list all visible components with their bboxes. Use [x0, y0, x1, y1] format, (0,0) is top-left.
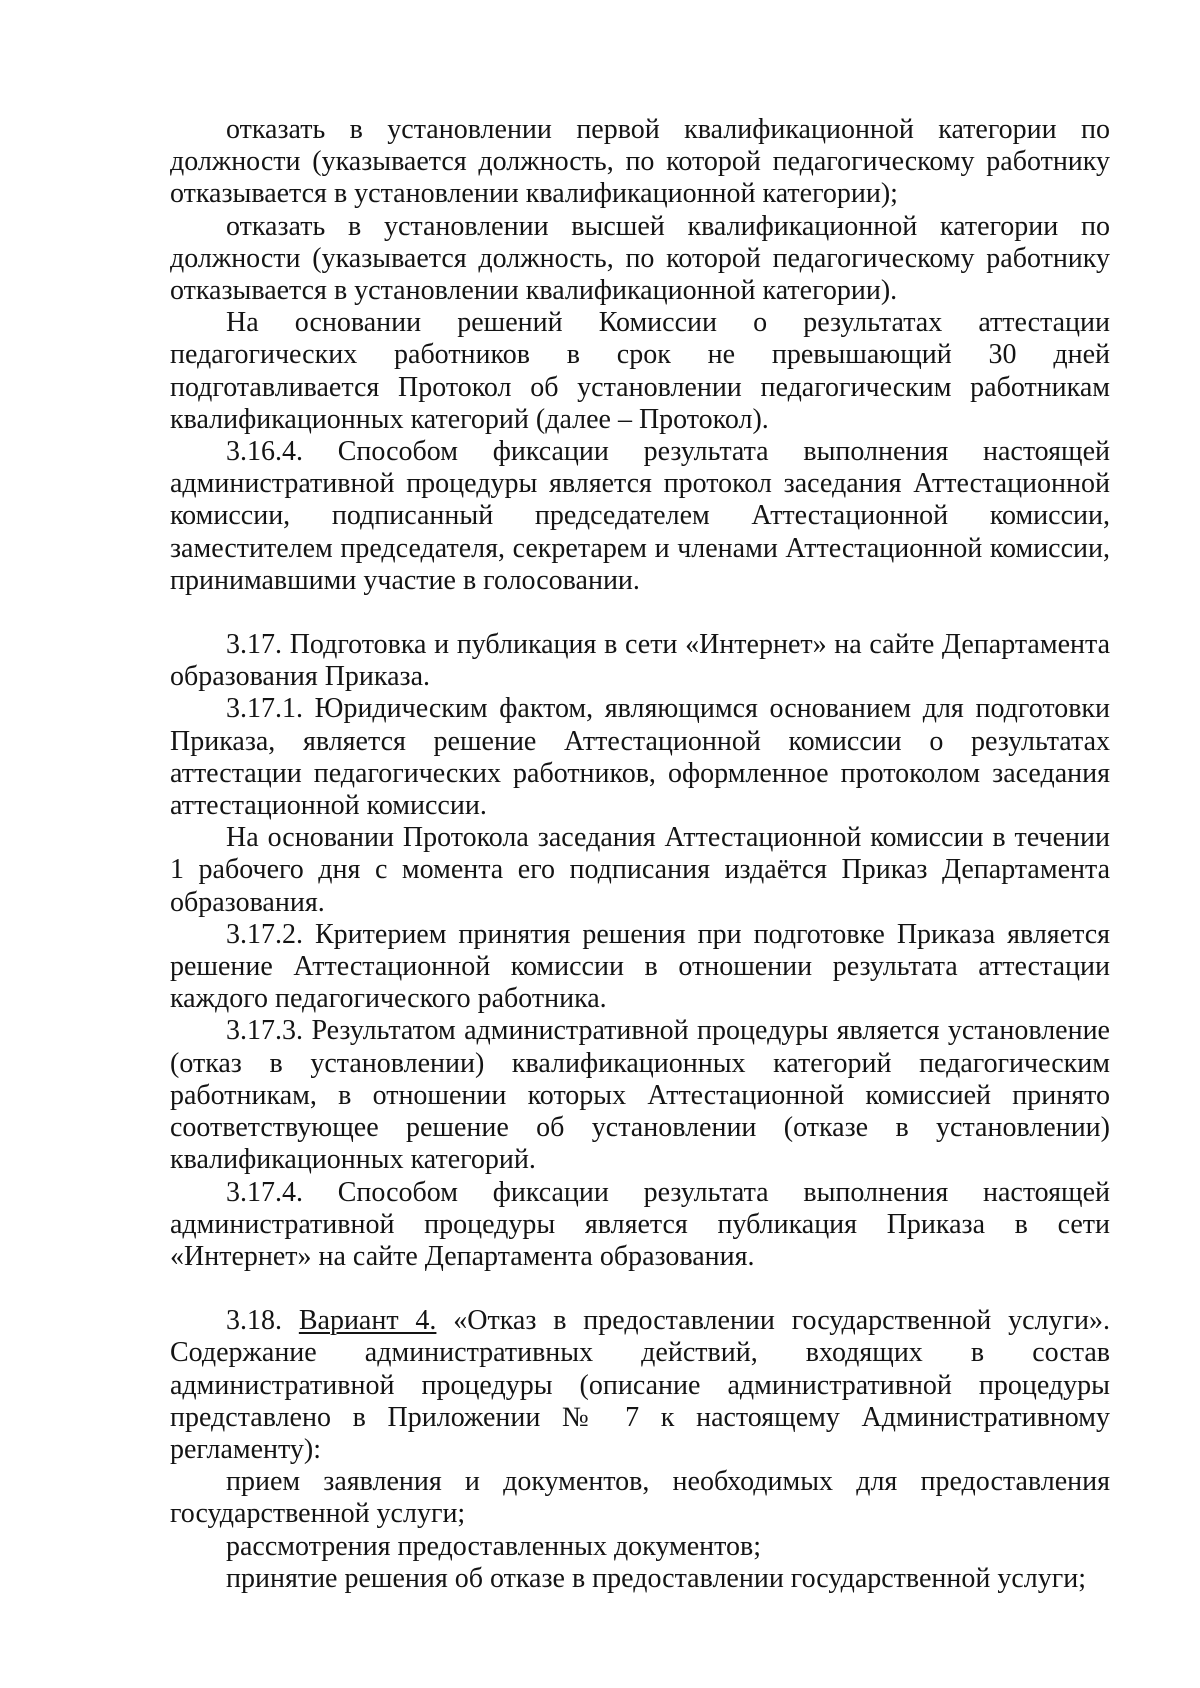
- section-number: 3.18.: [226, 1305, 299, 1337]
- paragraph-refusal-decision: принятие решения об отказе в предоставлении государственной услуги;: [226, 1562, 1087, 1594]
- paragraph-refuse-first-category: отказать в установлении первой квалификационной категории по должности (указывается должность, по которой педагогическому работнику отказывается в установлении квалификационной категории);: [170, 114, 1110, 210]
- paragraph-3-18: [170, 1305, 1110, 1466]
- paragraph-order-issuance: На основании Протокола заседания Аттестационной комиссии в течении 1 рабочего дня с момента его подписания издаётся Приказ Департамента образования.: [170, 822, 1110, 918]
- paragraph-refuse-highest-category: отказать в установлении высшей квалификационной категории по должности (указывается должность, по которой педагогическому работнику отказывается в установлении квалификационной категории).: [170, 210, 1110, 307]
- paragraph-protocol-preparation: На основании решений Комиссии о результатах аттестации педагогических работников в срок не превышающий 30 дней подготавливается Протокол об установлении педагогическим работникам квалификационных категорий (далее – Протокол).: [170, 307, 1110, 435]
- paragraph-document-review: рассмотрения предоставленных документов;: [226, 1530, 762, 1562]
- document-page: [170, 114, 1110, 1595]
- paragraph-3-17-4: 3.17.4. Способом фиксации результата выполнения настоящей административной процедуры является публикация Приказа в сети «Интернет» на сайте Департамента образования.: [170, 1176, 1110, 1272]
- variant-label: Вариант 4.: [298, 1305, 437, 1337]
- paragraph-3-17: 3.17. Подготовка и публикация в сети «Интернет» на сайте Департамента образования Приказа.: [170, 629, 1110, 693]
- paragraph-3-17-1: 3.17.1. Юридическим фактом, являющимся основанием для подготовки Приказа, является решение Аттестационной комиссии о результатах аттестации педагогических работников, оформленное протоколом заседания аттестационной комиссии.: [170, 693, 1110, 822]
- section-description: «Отказ в предоставлении государственной услуги». Содержание административных действий, входящих в состав административной процедуры (описание административной процедуры представлено в Приложении № 7 к настоящему Административному регламенту):: [170, 1305, 1110, 1465]
- paragraph-3-17-2: 3.17.2. Критерием принятия решения при подготовке Приказа является решение Аттестационной комиссии в отношении результата аттестации каждого педагогического работника.: [170, 918, 1110, 1015]
- paragraph-application-intake: прием заявления и документов, необходимых для предоставления государственной услуги;: [170, 1466, 1110, 1530]
- paragraph-3-16-4: 3.16.4. Способом фиксации результата выполнения настоящей административной процедуры является протокол заседания Аттестационной комиссии, подписанный председателем Аттестационной комиссии, заместителем председателя, секретарем и членами Аттестационной комиссии, принимавшими участие в голосовании.: [170, 436, 1110, 596]
- paragraph-3-17-3: 3.17.3. Результатом административной процедуры является установление (отказ в установлении) квалификационных категорий педагогическим работникам, в отношении которых Аттестационной комиссией принято соответствующее решение об установлении (отказе в установлении) квалификационных категорий.: [170, 1015, 1110, 1176]
